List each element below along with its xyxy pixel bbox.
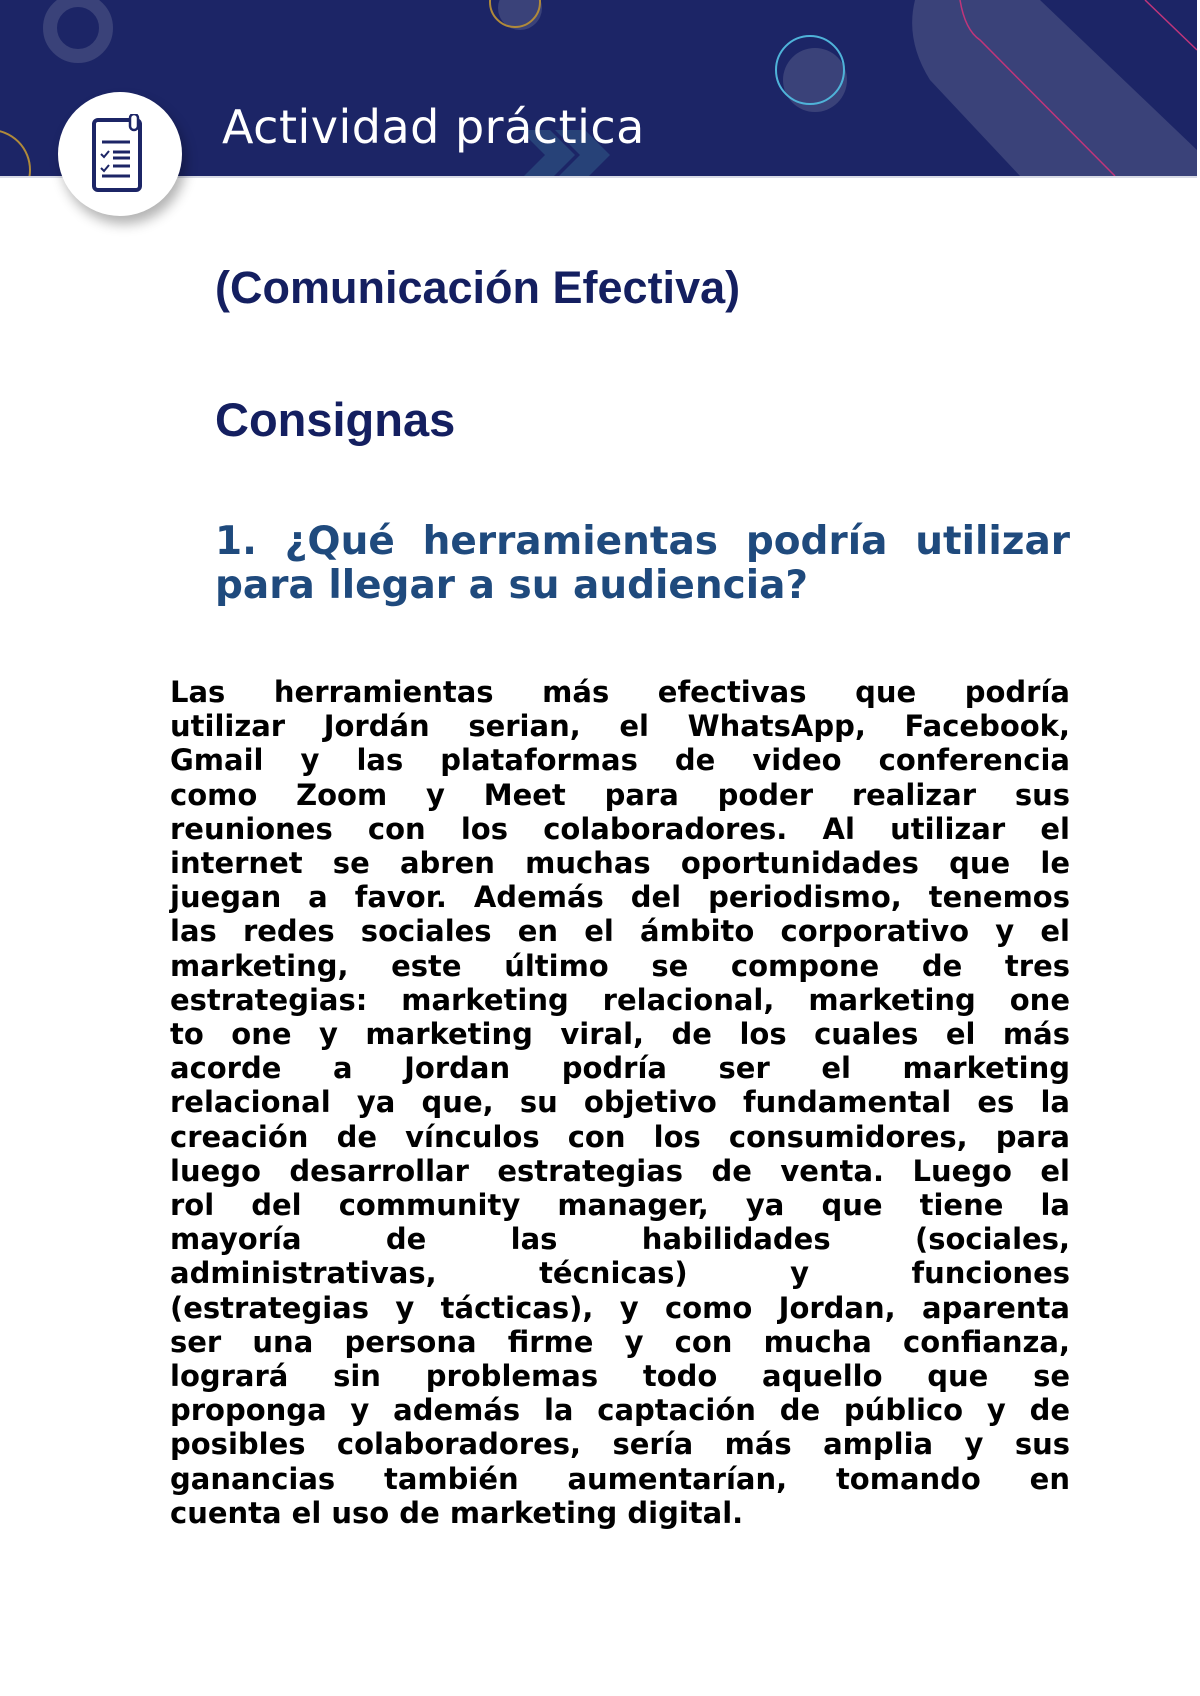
checklist-document-icon — [90, 114, 150, 194]
answer-line: relacional ya que, su objetivo fundamental es la — [170, 1085, 1070, 1120]
decor-line-pink — [1145, 0, 1197, 50]
answer-line: internet se abren muchas oportunidades que le — [170, 846, 1070, 881]
answer-paragraph — [170, 675, 1070, 1530]
answer-line: cuenta el uso de marketing digital. — [170, 1495, 744, 1530]
answer-line: proponga y además la captación de público y de — [170, 1393, 1070, 1428]
question-line: para llegar a su audiencia? — [215, 563, 809, 608]
answer-line: acorde a Jordan podría ser el marketing — [170, 1051, 1070, 1086]
answer-line: to one y marketing viral, de los cuales el más — [170, 1017, 1070, 1052]
answer-line: rol del community manager, ya que tiene la — [170, 1188, 1070, 1223]
answer-line: utilizar Jordán serian, el WhatsApp, Facebook, — [170, 709, 1070, 744]
activity-icon-badge — [58, 92, 182, 216]
answer-line: estrategias: marketing relacional, marketing one — [170, 982, 1070, 1017]
section-title: Consignas — [215, 393, 456, 446]
decor-ring — [50, 0, 106, 56]
answer-line: reuniones con los colaboradores. Al utilizar el — [170, 811, 1070, 846]
answer-line: Las herramientas más efectivas que podría — [170, 675, 1070, 709]
banner-title: Actividad práctica — [222, 100, 645, 154]
answer-line: administrativas, técnicas) y funciones — [170, 1256, 1070, 1291]
answer-line: (estrategias y tácticas), y como Jordan, aparenta — [170, 1290, 1070, 1325]
question-heading — [215, 520, 1070, 608]
answer-line: luego desarrollar estrategias de venta. Luego el — [170, 1153, 1070, 1188]
answer-line: posibles colaboradores, sería más amplia y sus — [170, 1427, 1070, 1462]
answer-line: ser una persona firme y con mucha confianza, — [170, 1324, 1070, 1359]
answer-line: marketing, este último se compone de tres — [170, 948, 1070, 983]
answer-line: creación de vínculos con los consumidores, para — [170, 1119, 1070, 1154]
answer-line: las redes sociales en el ámbito corporativo y el — [170, 914, 1070, 949]
decor-ring-gold — [0, 130, 30, 176]
answer-line: logrará sin problemas todo aquello que se — [170, 1359, 1070, 1394]
answer-line: Gmail y las plataformas de video conferencia — [170, 743, 1070, 778]
question-line: 1. ¿Qué herramientas podría utilizar — [215, 519, 1070, 564]
answer-line: como Zoom y Meet para poder realizar sus — [170, 777, 1070, 812]
answer-line: juegan a favor. Además del periodismo, tenemos — [170, 880, 1070, 915]
subject-title: (Comunicación Efectiva) — [215, 262, 741, 313]
decor-circle — [783, 48, 847, 112]
answer-line: ganancias también aumentarían, tomando en — [170, 1461, 1070, 1496]
decor-stripe — [912, 0, 1197, 176]
answer-line: mayoría de las habilidades (sociales, — [170, 1222, 1070, 1257]
